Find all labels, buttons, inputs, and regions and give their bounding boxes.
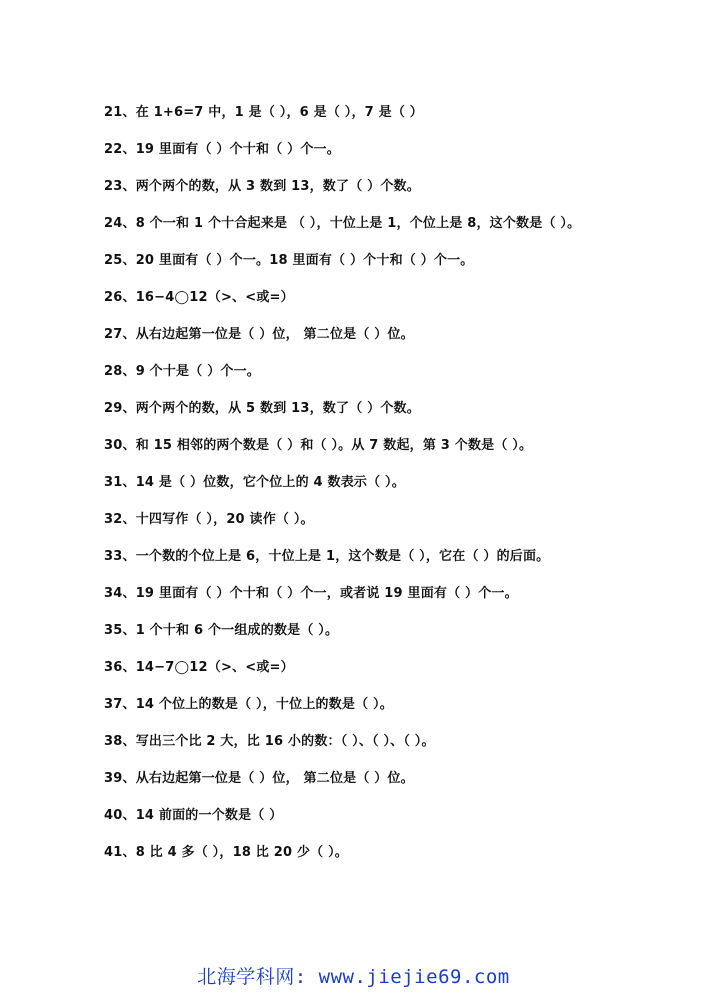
question-26: 26、16−4◯12（>、<或=）: [104, 290, 294, 305]
footer-watermark: 北海学科网: www.jiejie69.com: [197, 966, 510, 988]
question-40: 40、14 前面的一个数是（ ）: [104, 808, 283, 823]
question-39: 39、从右边起第一位是（ ）位， 第二位是（ ）位。: [104, 771, 414, 786]
question-27: 27、从右边起第一位是（ ）位， 第二位是（ ）位。: [104, 327, 414, 342]
question-41: 41、8 比 4 多（ ），18 比 20 少（ ）。: [104, 845, 348, 860]
question-33: 33、一个数的个位上是 6，十位上是 1，这个数是（ ），它在（ ）的后面。: [104, 549, 550, 564]
question-24: 24、8 个一和 1 个十合起来是 （ ），十位上是 1，个位上是 8，这个数是（ ）。: [104, 216, 581, 231]
question-28: 28、9 个十是（ ）个一。: [104, 364, 260, 379]
question-29: 29、两个两个的数，从 5 数到 13，数了（ ）个数。: [104, 401, 420, 416]
question-22: 22、19 里面有（ ）个十和（ ）个一。: [104, 142, 340, 157]
question-38: 38、写出三个比 2 大，比 16 小的数：（ ）、（ ）、（ ）。: [104, 734, 435, 749]
question-list: [104, 102, 694, 879]
question-23: 23、两个两个的数，从 3 数到 13，数了（ ）个数。: [104, 179, 420, 194]
question-30: 30、和 15 相邻的两个数是（ ）和（ ）。从 7 数起，第 3 个数是（ ）。: [104, 438, 533, 453]
question-34: 34、19 里面有（ ）个十和（ ）个一，或者说 19 里面有（ ）个一。: [104, 586, 518, 601]
question-32: 32、十四写作（ ），20 读作（ ）。: [104, 512, 314, 527]
question-36: 36、14−7◯12（>、<或=）: [104, 660, 294, 675]
question-35: 35、1 个十和 6 个一组成的数是（ ）。: [104, 623, 339, 638]
question-31: 31、14 是（ ）位数，它个位上的 4 数表示（ ）。: [104, 475, 405, 490]
question-21: 21、在 1+6=7 中，1 是（ ），6 是（ ），7 是（ ）: [104, 105, 423, 120]
question-37: 37、14 个位上的数是（ ），十位上的数是（ ）。: [104, 697, 393, 712]
question-25: 25、20 里面有（ ）个一。18 里面有（ ）个十和（ ）个一。: [104, 253, 474, 268]
